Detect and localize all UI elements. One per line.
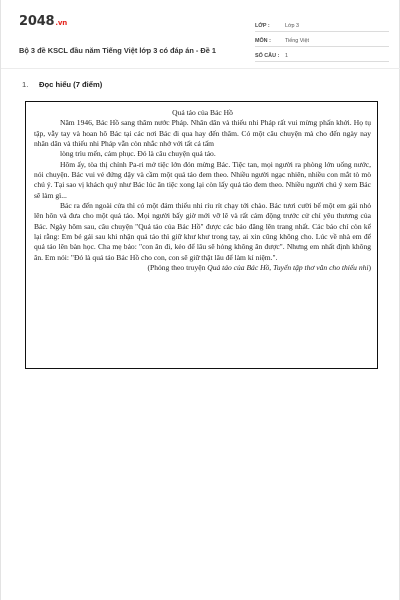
source-title: Quả táo của Bác Hồ, Tuyển tập thơ văn cho thiếu nhi (207, 263, 369, 273)
site-logo[interactable] (19, 14, 67, 29)
story-paragraph: lòng trìu mến, cảm phục. Đó là câu chuyện quả táo. (60, 149, 216, 159)
meta-value: Tiếng Việt (285, 38, 309, 44)
meta-row-subject (255, 32, 389, 47)
meta-row-grade (255, 17, 389, 32)
meta-key: LỚP : (255, 23, 270, 29)
story-paragraph: Hôm ấy, tòa thị chính Pa-ri mở tiệc lớn đón mừng Bác. Tiệc tan, mọi người ra phòng lớn uống nước, nói chuyện. Bác vui vẻ đứng dậy và cầm một quả táo đem theo. Nhiều người ngạc nhiên, nhiều con mắt tò mò chú ý. Tại sao vị khách quý như Bác lúc ăn tiệc xong lại còn lấy quả táo đem theo. Nhiều người chú ý xem Bác sẽ làm gì... (34, 159, 371, 200)
story-source (34, 263, 371, 273)
meta-key: MÔN : (255, 38, 271, 44)
document-header (19, 14, 389, 64)
meta-value: 1 (285, 53, 288, 59)
section-number: 1. (22, 80, 29, 89)
document-title: Bộ 3 đề KSCL đầu năm Tiếng Việt lớp 3 có đáp án - Đề 1 (19, 46, 217, 55)
story-title: Quả táo của Bác Hồ (172, 108, 233, 117)
source-suffix: ) (368, 263, 371, 273)
logo-domain: .vn (55, 19, 67, 27)
story-paragraph: Bác ra đến ngoài cửa thì có một đám thiếu nhi ríu rít chạy tới chào. Bác tươi cười bế một em gái nhỏ lên hôn và đưa cho một quả táo. Mọi người bấy giờ mới vỡ lẽ và rất cảm động trước cử chỉ yêu thương của Bác. Ngày hôm sau, câu chuyện "Quả táo của Bác Hồ" được các báo đăng lên trang nhất. Các báo chí còn kể lại rằng: Em bé gái sau khi nhận quả táo thì giữ khư khư trong tay, ai xin cũng không cho. Lúc về nhà em để quả táo lên bàn học. Cha mẹ bảo: "con ăn đi, kẻo để lâu sẽ hỏng không ăn được". Nhưng em nhất định không ăn. Em nói: "Đó là quả táo Bác Hồ cho con, con sẽ giữ thật lâu để làm kỉ niệm.". (34, 201, 371, 262)
header-divider (1, 68, 400, 69)
meta-table (255, 17, 389, 62)
story-paragraph: Năm 1946, Bác Hồ sang thăm nước Pháp. Nhân dân và thiếu nhi Pháp rất vui mừng phấn khởi. Họ tụ tập, vẫy tay và hoan hô Bác tại các nơi Bác đi qua hay đến thăm. Có một câu chuyện mà cho đến ngày nay nhân dân và thiếu nhi Pháp vẫn còn nhắc nhớ với tất cả tấm (34, 118, 371, 149)
section-heading (22, 80, 102, 89)
source-prefix: (Phỏng theo truyện (147, 263, 208, 273)
meta-row-question-count (255, 47, 389, 62)
reading-passage-box (25, 101, 378, 369)
section-title: Đọc hiểu (7 điểm) (39, 80, 103, 89)
meta-value: Lớp 3 (285, 23, 300, 29)
meta-key: SỐ CÂU : (255, 53, 280, 59)
logo-text: 2048 (19, 14, 55, 29)
